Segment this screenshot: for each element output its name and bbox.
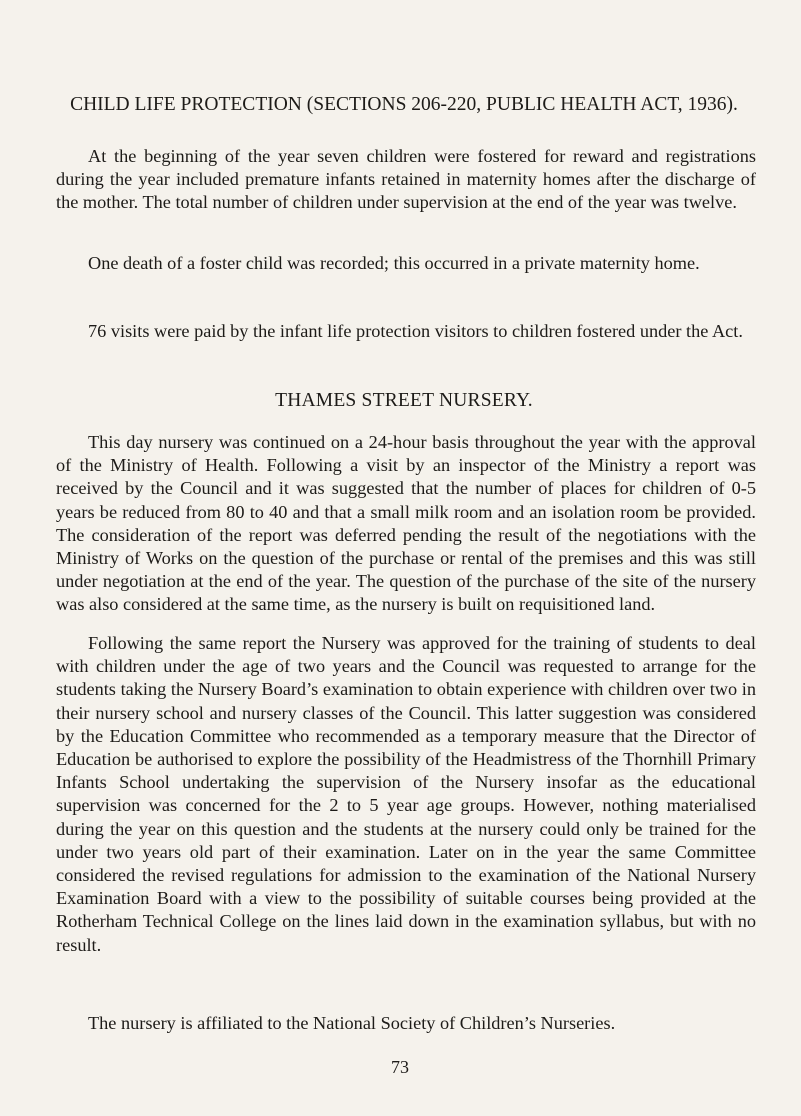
paragraph-nursery-affiliation: The nursery is affiliated to the National Society of Children’s Nurseries.: [88, 1013, 616, 1033]
section-heading-child-life-protection: CHILD LIFE PROTECTION (SECTIONS 206-220, PUBLIC HEALTH ACT, 1936).: [70, 94, 738, 115]
paragraph-nursery-report: This day nursery was continued on a 24-hour basis throughout the year with the approval of the Ministry of Health. Following a visit by an inspector of the Ministry a report was received by the Council and it was suggested that the number of places for children of 0-5 years be reduced from 80 to 40 and that a small milk room and an isolation room be provided. The consideration of the report was deferred pending the result of the negotiations with the Ministry of Works on the question of the purchase or rental of the premises and this was still under negotiation at the end of the year. The question of the purchase of the site of the nursery was also considered at the same time, as the nursery is built on requisitioned land.: [56, 432, 756, 615]
paragraph-student-training: Following the same report the Nursery was approved for the training of students to deal with children under the age of two years and the Council was requested to arrange for the students taking the Nursery Board’s examination to obtain experience with children over two in their nursery school and nursery classes of the Council. This latter suggestion was considered by the Education Committee who recommended as a temporary measure that the Director of Education be authorised to explore the possibility of the Headmistress of the Thornhill Primary Infants School undertaking the supervision of the Nursery insofar as the educational supervision was concerned for the 2 to 5 year age groups. However, nothing materialised during the year on this question and the students at the nursery could only be trained for the under two years old part of their examination. Later on in the year the same Committee considered the revised regulations for admission to the examination of the National Nursery Examination Board with a view to the possibility of suitable courses being provided at the Rotherham Technical College on the lines laid down in the examination syllabus, but with no result.: [56, 633, 756, 955]
paragraph-foster-child-death: One death of a foster child was recorded; this occurred in a private maternity home.: [88, 253, 700, 273]
section-heading-thames-street-nursery: THAMES STREET NURSERY.: [275, 390, 533, 411]
paragraph-foster-children-registrations: At the beginning of the year seven children were fostered for reward and registrations during the year included premature infants retained in maternity homes after the discharge of the mother. The total number of children under supervision at the end of the year was twelve.: [56, 146, 756, 213]
paragraph-protection-visits: 76 visits were paid by the infant life protection visitors to children fostered under the Act.: [88, 321, 743, 341]
page-number: 73: [391, 1057, 409, 1077]
